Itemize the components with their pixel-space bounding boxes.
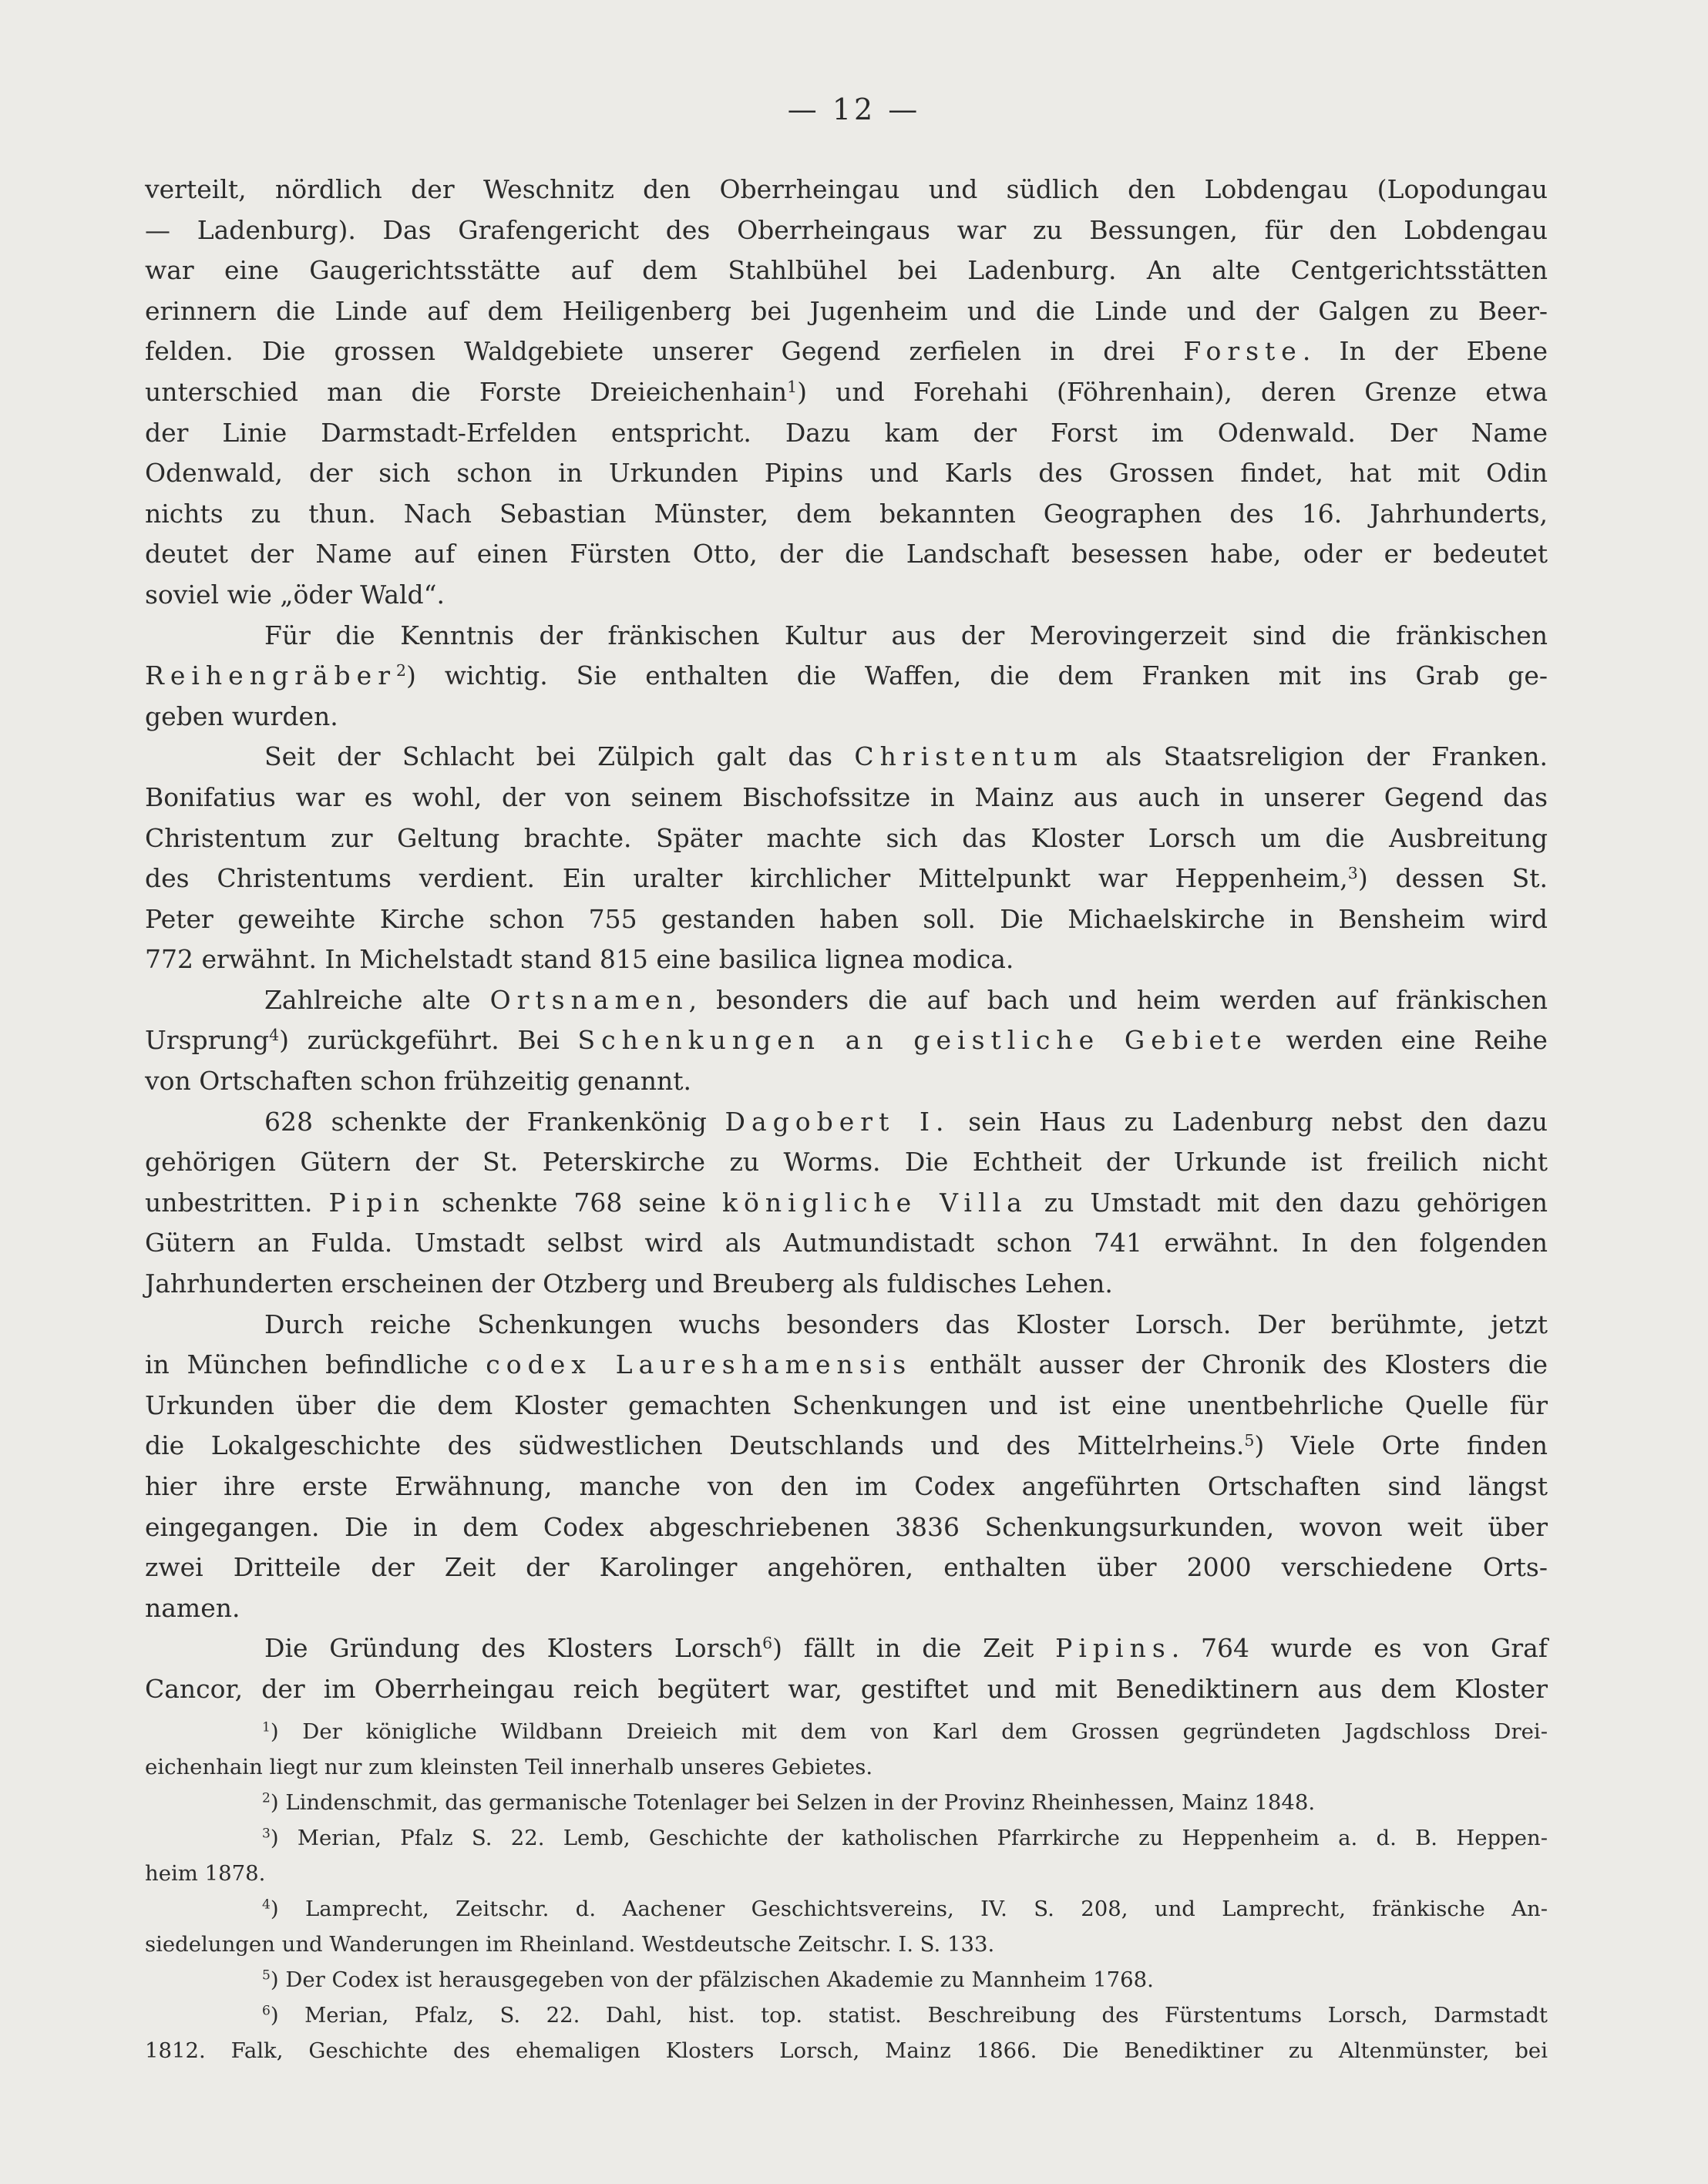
footnote-line: eichenhain liegt nur zum kleinsten Teil innerhalb unseres Gebietes. — [145, 1755, 873, 1779]
spaced-term: Pipin — [328, 1187, 426, 1218]
text-line: Bonifatius war es wohl, der von seinem Bischofssitze in Mainz aus auch in unserer Gegend das — [145, 781, 1548, 812]
text-line: soviel wie „öder Wald“. — [145, 579, 445, 610]
text-line: gehörigen Gütern der St. Peterskirche zu Worms. Die Echtheit der Urkunde ist freilich nicht — [145, 1147, 1548, 1178]
spaced-term: Ortsnamen — [489, 984, 689, 1015]
footnote-line: siedelungen und Wanderungen im Rheinland. Westdeutsche Zeitschr. I. S. 133. — [145, 1932, 995, 1957]
text-line: war eine Gaugerichtsstätte auf dem Stahlbühel bei Ladenburg. An alte Centgerichtsstätten — [145, 255, 1548, 286]
text-line: Seit der Schlacht bei Zülpich galt das Christentum als Staatsreligion der Franken. — [264, 741, 1548, 772]
footnote: $^5$) Der Codex ist herausgegeben von der pfälzischen Akademie zu Mannheim 1768. — [262, 1967, 1154, 1992]
footnotes — [145, 1714, 1548, 2068]
footnote-number: 5 — [262, 1967, 271, 1984]
text-line: eingegangen. Die in dem Codex abgeschriebenen 3836 Schenkungsurkunden, wovon weit über — [145, 1511, 1548, 1542]
text-line: unbestritten. Pipin schenkte 768 seine königliche Villa zu Umstadt mit den dazu gehörigen — [145, 1187, 1548, 1218]
text-line: die Lokalgeschichte des südwestlichen Deutschlands und des Mittelrheins.$^5$) Viele Orte finden — [145, 1430, 1548, 1461]
text-line: — Ladenburg). Das Grafengericht des Oberrheingaus war zu Bessungen, für den Lobdengau — [145, 214, 1548, 245]
footnote: $^3$) Merian, Pfalz S. 22. Lemb, Geschichte der katholischen Pfarrkirche zu Heppenheim a. d. B. Heppen- — [262, 1826, 1548, 1850]
text-line: von Ortschaften schon frühzeitig genannt. — [145, 1066, 691, 1097]
text-line: Ursprung$^4$) zurückgeführt. Bei Schenkungen an geistliche Gebiete werden eine Reihe — [145, 1025, 1548, 1056]
text-line: 628 schenkte der Frankenkönig Dagobert I. sein Haus zu Ladenburg nebst den dazu — [264, 1106, 1548, 1137]
text-line: Für die Kenntnis der fränkischen Kultur aus der Merovingerzeit sind die fränkischen — [264, 620, 1548, 650]
text-line: des Christentums verdient. Ein uralter kirchlicher Mittelpunkt war Heppenheim,$^3$) dessen St. — [145, 863, 1548, 894]
footnote-number: 6 — [262, 2003, 271, 2019]
page-number: — 12 — — [787, 92, 921, 126]
footnote-ref: 1 — [787, 377, 798, 396]
text-line: deutet der Name auf einen Fürsten Otto, der die Landschaft besessen habe, oder er bedeutet — [145, 539, 1548, 570]
text-line: unterschied man die Forste Dreieichenhain$^1$) und Forehahi (Föhrenhain), deren Grenze etwa — [145, 376, 1548, 407]
text-line: Gütern an Fulda. Umstadt selbst wird als Autmundistadt schon 741 erwähnt. In den folgenden — [145, 1228, 1548, 1258]
text-line: in München befindliche codex Laureshamensis enthält ausser der Chronik des Klosters die — [145, 1349, 1548, 1380]
text-line: Reihengräber$^2$) wichtig. Sie enthalten die Waffen, die dem Franken mit ins Grab ge- — [145, 660, 1548, 691]
body-text — [145, 170, 1548, 1710]
text-line: nichts zu thun. Nach Sebastian Münster, dem bekannten Geographen des 16. Jahrhunderts, — [145, 498, 1548, 529]
footnote: $^6$) Merian, Pfalz, S. 22. Dahl, hist. top. statist. Beschreibung des Fürstentums Lorsch, Darmstadt — [262, 2003, 1548, 2028]
text-line: hier ihre erste Erwähnung, manche von den im Codex angeführten Ortschaften sind längst — [145, 1471, 1548, 1501]
footnote-line: heim 1878. — [145, 1861, 266, 1886]
footnote-ref: 3 — [1347, 863, 1358, 882]
text-line: Odenwald, der sich schon in Urkunden Pipins und Karls des Grossen findet, hat mit Odin — [145, 458, 1548, 489]
footnote: $^4$) Lamprecht, Zeitschr. d. Aachener Geschichtsvereins, IV. S. 208, und Lamprecht, fränkische An- — [262, 1897, 1548, 1921]
text-line: Cancor, der im Oberrheingau reich begütert war, gestiftet und mit Benediktinern aus dem Kloster — [145, 1673, 1548, 1704]
text-line: Christentum zur Geltung brachte. Später machte sich das Kloster Lorsch um die Ausbreitung — [145, 822, 1548, 853]
text-line: 772 erwähnt. In Michelstadt stand 815 eine basilica lignea modica. — [145, 944, 1014, 975]
text-line: geben wurden. — [145, 701, 338, 731]
text-line: Urkunden über die dem Kloster gemachten Schenkungen und ist eine unentbehrliche Quelle für — [145, 1389, 1548, 1420]
text-line: zwei Dritteile der Zeit der Karolinger angehören, enthalten über 2000 verschiedene Orts- — [145, 1552, 1548, 1583]
spaced-term: Schenkungen an geistliche Gebiete — [577, 1025, 1268, 1056]
footnote-ref: 5 — [1244, 1431, 1255, 1450]
footnote-number: 1 — [262, 1719, 271, 1735]
spaced-term: Dagobert I. — [725, 1106, 950, 1137]
footnote-ref: 6 — [762, 1634, 773, 1653]
spaced-term: königliche Villa — [722, 1187, 1028, 1218]
footnote-ref: 2 — [395, 660, 406, 680]
text-line: der Linie Darmstadt-Erfelden entspricht. Dazu kam der Forst im Odenwald. Der Name — [145, 417, 1548, 448]
footnote: $^1$) Der königliche Wildbann Dreieich mit dem von Karl dem Grossen gegründeten Jagdschloss Drei- — [262, 1719, 1548, 1744]
footnote-number: 2 — [262, 1790, 271, 1806]
text-line: erinnern die Linde auf dem Heiligenberg bei Jugenheim und die Linde und der Galgen zu Beer- — [145, 295, 1548, 326]
spaced-term: Reihengräber — [145, 660, 396, 691]
spaced-term: Forste — [1183, 336, 1303, 367]
spaced-term: Pipins — [1055, 1633, 1172, 1664]
footnote: $^2$) Lindenschmit, das germanische Totenlager bei Selzen in der Provinz Rheinhessen, Mainz 1848. — [262, 1790, 1316, 1815]
text-line: Zahlreiche alte Ortsnamen, besonders die auf bach und heim werden auf fränkischen — [264, 984, 1548, 1015]
spaced-term: Christentum — [854, 741, 1084, 772]
text-line: Peter geweihte Kirche schon 755 gestanden haben soll. Die Michaelskirche in Bensheim wird — [145, 903, 1548, 934]
text-line: verteilt, nördlich der Weschnitz den Oberrheingau und südlich den Lobdengau (Lopodungau — [145, 174, 1548, 204]
text-line: felden. Die grossen Waldgebiete unserer Gegend zerfielen in drei Forste. In der Ebene — [145, 336, 1548, 367]
text-line: Durch reiche Schenkungen wuchs besonders das Kloster Lorsch. Der berühmte, jetzt — [264, 1309, 1548, 1339]
footnote-number: 3 — [262, 1826, 271, 1842]
text-line: Die Gründung des Klosters Lorsch$^6$) fällt in die Zeit Pipins. 764 wurde es von Graf — [264, 1633, 1548, 1664]
footnote-line: 1812. Falk, Geschichte des ehemaligen Klosters Lorsch, Mainz 1866. Die Benediktiner zu Altenmünster, bei — [145, 2038, 1548, 2063]
footnote-number: 4 — [262, 1897, 271, 1913]
spaced-term: codex Laureshamensis — [486, 1349, 913, 1380]
text-line: Jahrhunderten erscheinen der Otzberg und Breuberg als fuldisches Lehen. — [145, 1268, 1113, 1299]
text-line: namen. — [145, 1592, 240, 1623]
footnote-ref: 4 — [269, 1026, 280, 1045]
